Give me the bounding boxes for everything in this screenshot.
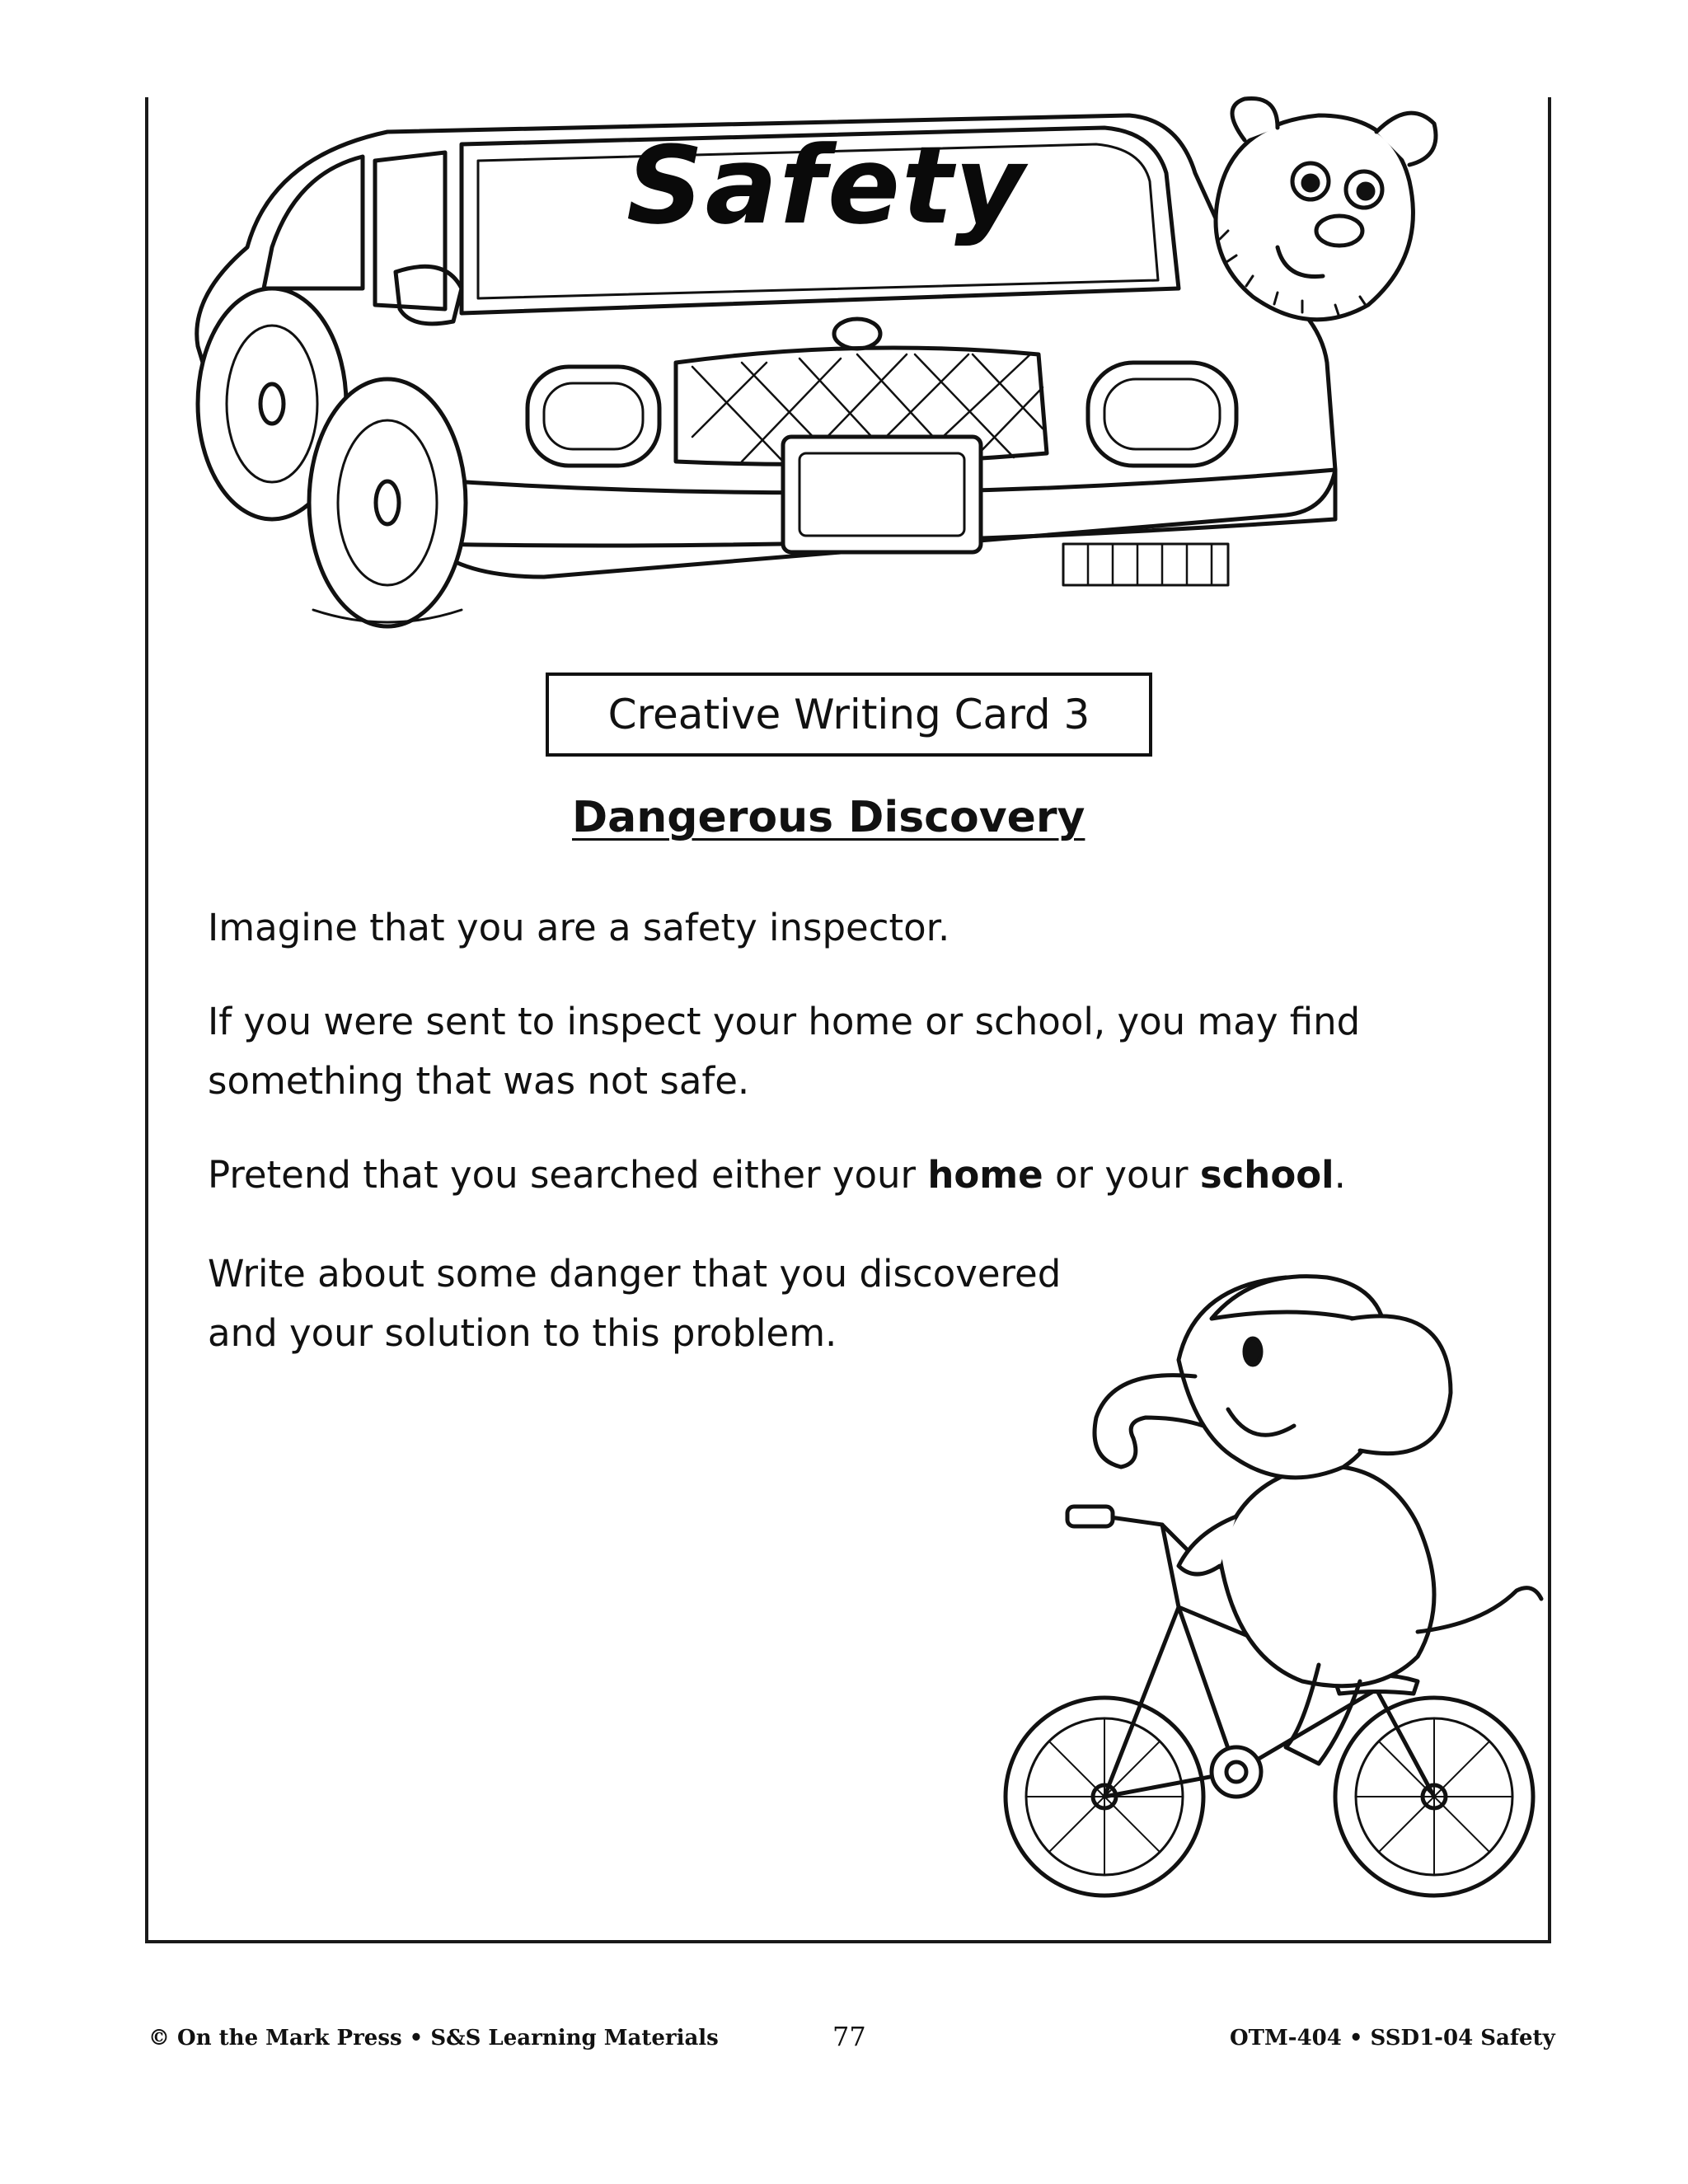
footer-copyright: © On the Mark Press • S&S Learning Materials bbox=[148, 2026, 719, 2050]
paragraph-1: Imagine that you are a safety inspector. bbox=[208, 906, 950, 949]
paragraph-3-post: . bbox=[1334, 1153, 1346, 1197]
card-label: Creative Writing Card 3 bbox=[607, 691, 1090, 738]
elephant-on-bicycle-illustration bbox=[989, 1269, 1566, 1945]
paragraph-3-pre: Pretend that you searched either your bbox=[208, 1153, 928, 1197]
page-number: 77 bbox=[832, 2021, 866, 2052]
paragraph-3-bold-school: school bbox=[1199, 1153, 1334, 1197]
paragraph-3-mid: or your bbox=[1043, 1153, 1200, 1197]
paragraph-3-bold-home: home bbox=[927, 1153, 1043, 1197]
page-title: Safety bbox=[626, 123, 1026, 248]
paragraph-2-line-1: If you were sent to inspect your home or school, you may find bbox=[208, 1000, 1361, 1043]
card-label-box bbox=[546, 673, 1152, 757]
paragraph-2-line-2: something that was not safe. bbox=[208, 1059, 750, 1103]
paragraph-3 bbox=[208, 1146, 1493, 1205]
footer-product-code: OTM-404 • SSD1-04 Safety bbox=[1230, 2026, 1555, 2050]
card-subtitle: Dangerous Discovery bbox=[572, 793, 1085, 842]
paragraph-4-line-2: and your solution to this problem. bbox=[208, 1311, 837, 1355]
dog-illustration bbox=[1187, 91, 1451, 354]
paragraph-4-line-1: Write about some danger that you discovered bbox=[208, 1252, 1062, 1296]
paragraph-2 bbox=[208, 992, 1493, 1111]
